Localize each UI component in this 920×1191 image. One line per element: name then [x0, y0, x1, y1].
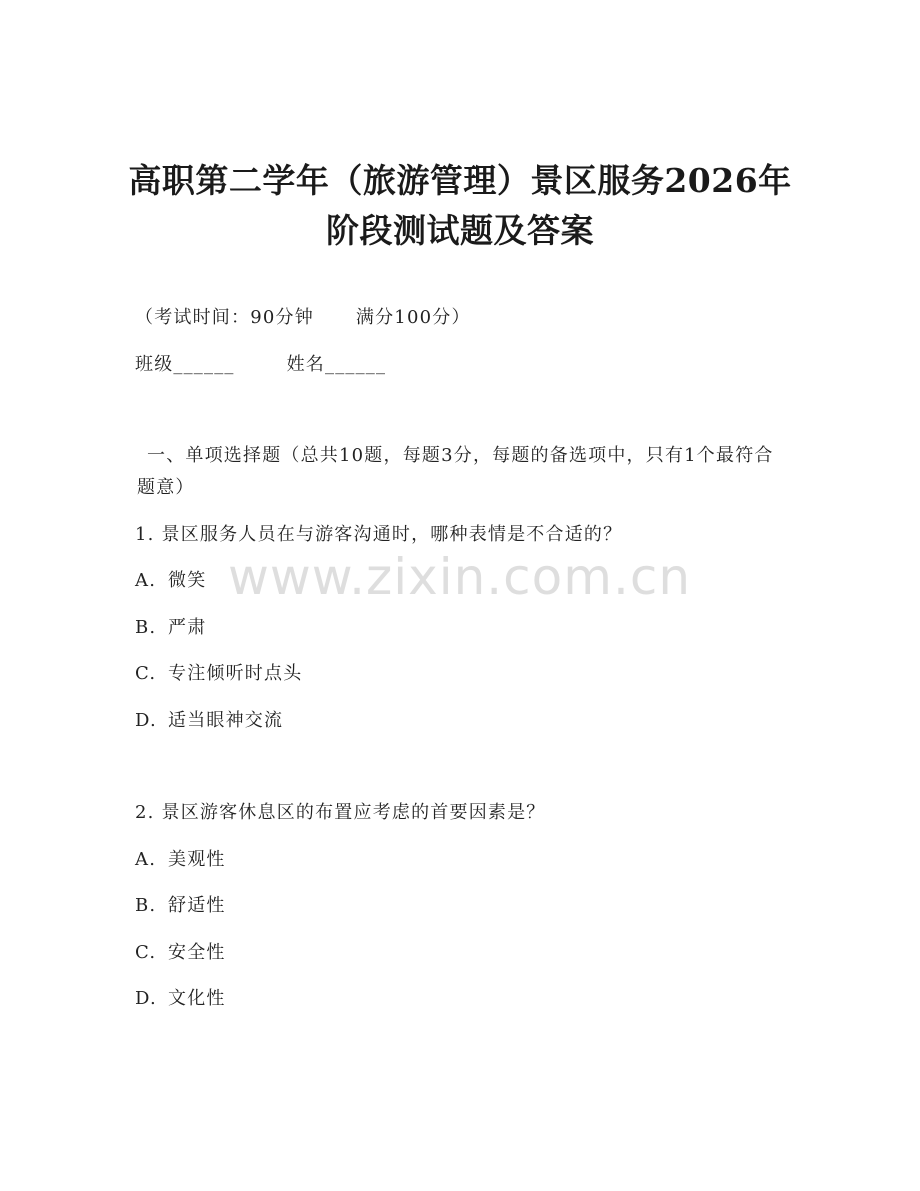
section-header: 一、单项选择题（总共10题，每题3分，每题的备选项中，只有1个最符合题意）: [137, 445, 774, 498]
option-letter: A.: [135, 849, 157, 870]
option-text: 舒适性: [168, 895, 226, 916]
option-b: [135, 891, 226, 917]
option-a: [135, 566, 206, 592]
option-letter: C.: [135, 942, 157, 963]
option-text: 美观性: [168, 849, 226, 870]
option-text: 严肃: [168, 617, 207, 638]
student-info: [135, 350, 386, 376]
question-stem: 2. 景区游客休息区的布置应考虑的首要因素是？: [135, 802, 546, 823]
option-text: 安全性: [168, 942, 226, 963]
option-c: [135, 938, 226, 964]
exam-time: （考试时间：90分钟: [135, 307, 314, 328]
question-stem: 1. 景区服务人员在与游客沟通时，哪种表情是不合适的？: [135, 524, 623, 545]
class-field: 班级______: [135, 354, 235, 375]
option-a: [135, 845, 226, 871]
option-letter: D.: [135, 710, 157, 731]
option-text: 专注倾听时点头: [168, 663, 303, 684]
option-d: [135, 706, 283, 732]
option-c: [135, 659, 302, 685]
exam-info: [135, 303, 471, 329]
option-b: [135, 613, 206, 639]
full-score: 满分100分）: [355, 307, 471, 328]
option-d: [135, 984, 226, 1010]
name-field: 姓名______: [286, 354, 387, 375]
option-text: 文化性: [168, 988, 226, 1009]
option-letter: C.: [135, 663, 157, 684]
option-text: 适当眼神交流: [168, 710, 284, 731]
document-title-line-1: 高职第二学年（旅游管理）景区服务2026年: [128, 161, 792, 200]
option-text: 微笑: [168, 570, 207, 591]
option-letter: A.: [135, 570, 157, 591]
option-letter: B.: [135, 895, 157, 916]
document-title-line-2: 阶段测试题及答案: [326, 211, 594, 250]
option-letter: D.: [135, 988, 157, 1009]
watermark: www.zixin.com.cn: [228, 548, 692, 606]
option-letter: B.: [135, 617, 157, 638]
